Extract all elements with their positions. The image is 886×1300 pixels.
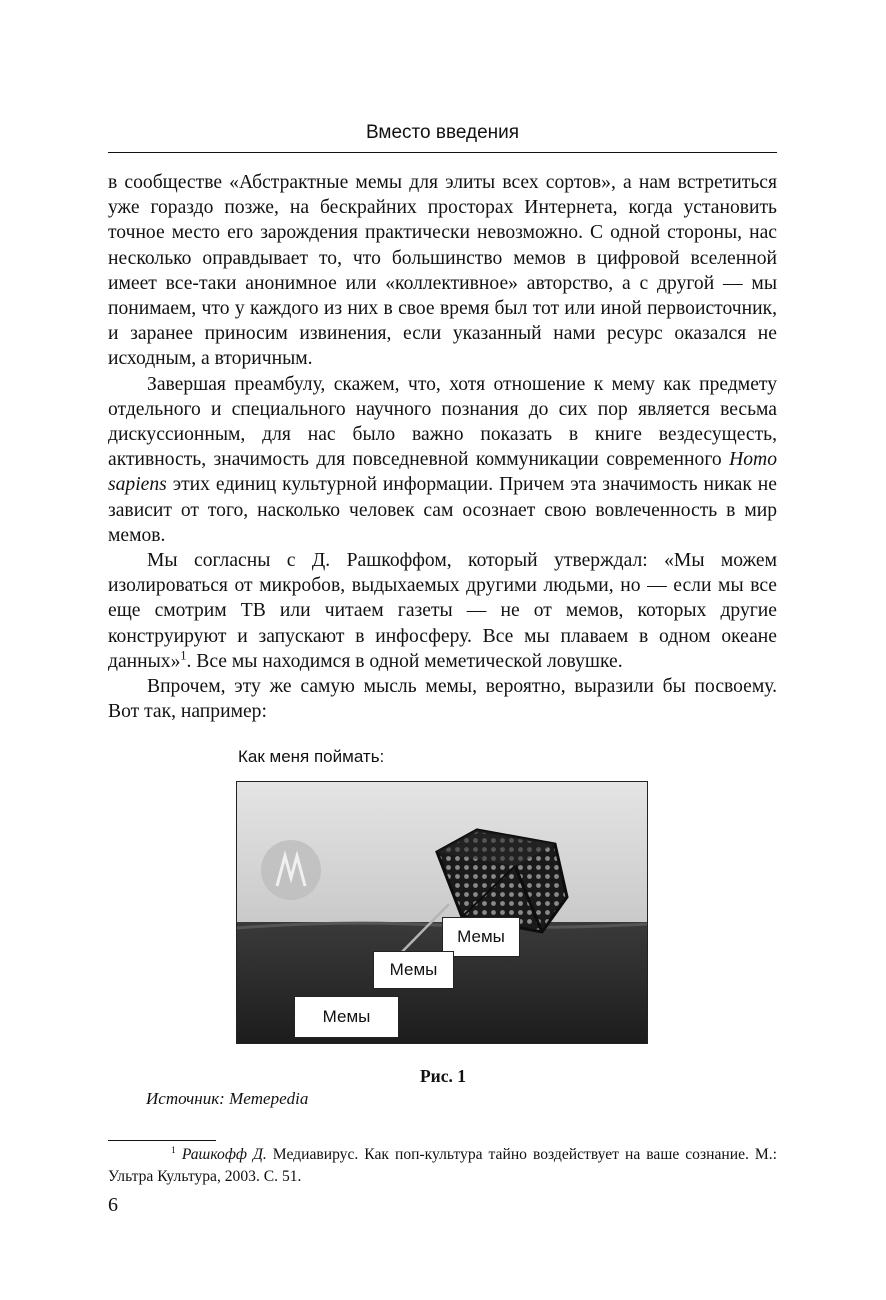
footnote-text: Медиавирус. Как поп-культура тайно воздействует на ваше сознание. М.: Ультра Культура, 2003. С. 51.: [108, 1146, 777, 1185]
paragraph-2-text-b: этих единиц культурной информации. Причем эта значимость никак не зависит от того, насколько человек сам осознает свою вовлеченность в мир мемов.: [108, 474, 777, 546]
figure-source: Источник: Memepedia: [146, 1089, 309, 1108]
meme-label-1: Мемы: [442, 917, 520, 957]
footnote-author: Рашкофф Д.: [181, 1146, 267, 1163]
running-header: Вместо введения: [108, 120, 777, 153]
watermark-logo-icon: [261, 840, 321, 900]
page-number: 6: [108, 1194, 118, 1216]
meme-label-2: Мемы: [373, 951, 454, 989]
paragraph-3: [108, 548, 777, 674]
footnote-divider: [108, 1140, 216, 1141]
paragraph-3-text-b: . Все мы находимся в одной меметической ловушке.: [186, 650, 623, 672]
figure-heading: Как меня поймать:: [238, 747, 385, 766]
main-text: [108, 170, 777, 724]
paragraph-2-italic: Homo sapiens: [108, 449, 777, 496]
figure-label: Рис. 1: [419, 1066, 467, 1086]
footnote: [108, 1144, 777, 1188]
paragraph-2: [108, 372, 777, 548]
meme-photo: [236, 781, 648, 1044]
paragraph-4: Впрочем, эту же самую мысль мемы, вероятно, выразили бы посвоему. Вот так, например:: [108, 676, 777, 723]
footnote-ref[interactable]: 1: [180, 648, 187, 663]
meme-label-3: Мемы: [294, 996, 399, 1038]
paragraph-1: в сообществе «Абстрактные мемы для элиты всех сортов», а нам встретиться уже гораздо позже, на бескрайних просторах Интернета, когда установить точное место его зарождения практически невозможно. С одной стороны, нас несколько оправдывает то, что большинство мемов в цифровой вселенной имеет все-таки анонимное или «коллективное» авторство, а с другой — мы понимаем, что у каждого из них в свое время был тот или иной первоисточник, и заранее приносим извинения, если указанный нами ресурс оказался не исходным, а вторичным.: [108, 172, 777, 370]
paragraph-3-text-a: Мы согласны с Д. Рашкоффом, который утверждал: «Мы можем изолироваться от микробов, выдыхаемых другими людьми, но — если мы все еще смотрим ТВ или читаем газеты — не от мемов, которых другие конструируют и запускают в инфосферу. Все мы плаваем в одном океане данных»: [108, 550, 777, 672]
paragraph-2-text-a: Завершая преамбулу, скажем, что, хотя отношение к мему как предмету отдельного и специального научного познания до сих пор является весьма дискуссионным, для нас было важно показать в книге вездесущесть, активность, значимость для повседневной коммуникации современного: [108, 373, 777, 471]
footnote-number: 1: [171, 1144, 176, 1156]
